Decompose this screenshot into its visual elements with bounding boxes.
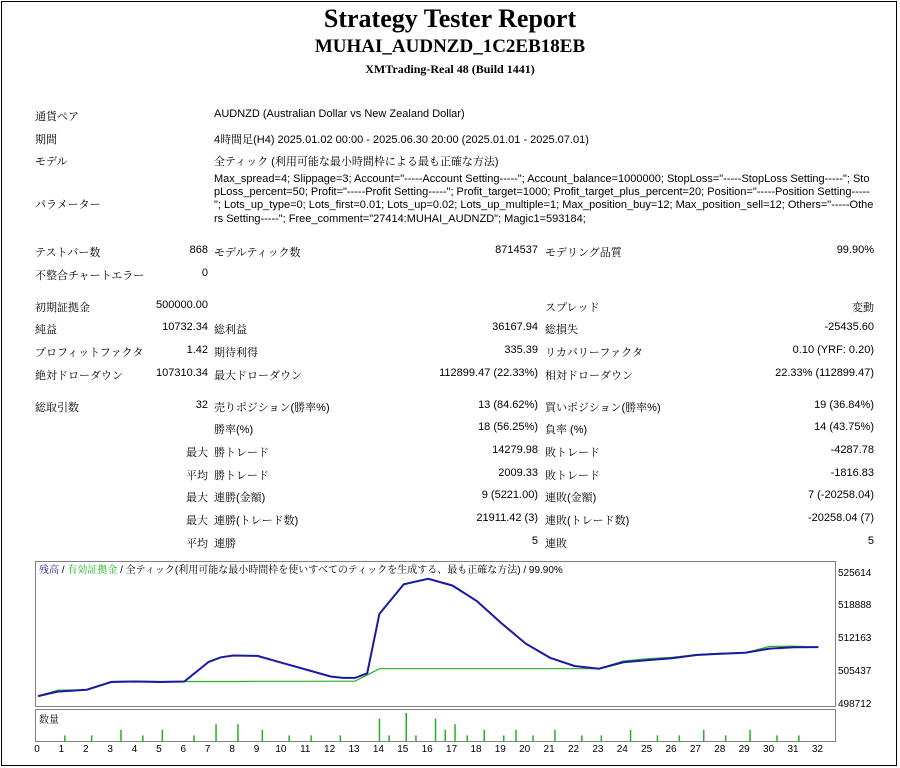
avg-consec-losses-label: 連敗 — [545, 538, 567, 550]
pf-label: プロフィットファクタ — [35, 347, 144, 359]
x-tick-label: 17 — [446, 744, 458, 755]
max-consec-profit-value: 21911.42 (3) — [476, 512, 538, 524]
report-subtitle: MUHAI_AUDNZD_1C2EB18EB — [314, 36, 586, 57]
max-word: 最大 — [186, 447, 208, 459]
x-tick-label: 21 — [543, 744, 555, 755]
y-tick-label: 505437 — [838, 666, 872, 677]
volume-bar — [703, 730, 705, 741]
short-positions-value: 13 (84.62%) — [478, 399, 538, 411]
model-label: モデル — [35, 156, 68, 168]
pair-value: AUDNZD (Australian Dollar vs New Zealand Dollar) — [214, 108, 465, 120]
volume-bar — [581, 735, 583, 741]
ticks-label: モデルティック数 — [214, 247, 301, 259]
volume-bar — [310, 735, 312, 741]
volume-bar — [406, 713, 408, 741]
x-tick-label: 29 — [738, 744, 750, 755]
win-rate-label: 勝率(%) — [214, 424, 254, 436]
rel-dd-label: 相対ドローダウン — [545, 370, 633, 382]
max-word: 最大 — [186, 515, 208, 527]
volume-bar — [484, 730, 486, 741]
avg-win-value: 2009.33 — [498, 467, 538, 479]
volume-bar — [657, 735, 659, 741]
x-tick-label: 10 — [275, 744, 287, 755]
x-tick-label: 0 — [34, 744, 40, 755]
x-tick-label: 22 — [567, 744, 580, 755]
balance-chart — [35, 561, 836, 707]
x-tick-label: 3 — [107, 744, 113, 755]
largest-loss-label: 敗トレード — [545, 447, 600, 459]
x-tick-label: 4 — [131, 744, 138, 755]
volume-bar — [798, 735, 800, 741]
short-positions-label: 売りポジション(勝率%) — [214, 402, 330, 414]
x-tick-label: 15 — [397, 744, 409, 755]
volume-bar — [64, 735, 66, 741]
max-consec-profit-label: 連勝(トレード数) — [214, 515, 299, 527]
volume-bar — [415, 735, 417, 741]
legend-model: 全ティック(利用可能な最小時間枠を使いすべてのティックを生成する、最も正確な方法) — [125, 565, 521, 576]
volume-bar — [554, 730, 556, 741]
x-tick-label: 16 — [421, 744, 433, 755]
x-tick-label: 8 — [229, 744, 235, 755]
avg-word: 平均 — [186, 538, 208, 550]
server-build: XMTrading-Real 48 (Build 1441) — [365, 62, 535, 76]
volume-bar — [435, 719, 437, 741]
pair-label: 通貨ペア — [35, 111, 79, 123]
x-tick-label: 32 — [811, 744, 823, 755]
max-consec-wins-label: 連勝(金額) — [214, 492, 266, 504]
loss-rate-label: 負率 (%) — [545, 424, 588, 436]
bars-value: 868 — [189, 244, 208, 256]
legend-sep: / — [117, 565, 126, 576]
y-tick-label: 512163 — [838, 633, 872, 644]
volume-bar — [679, 735, 681, 741]
x-tick-label: 13 — [348, 744, 360, 755]
quality-label: モデリング品質 — [545, 247, 622, 259]
x-tick-label: 25 — [641, 744, 653, 755]
model-value: 全ティック (利用可能な最小時間枠による最も正確な方法) — [214, 156, 499, 168]
win-rate-value: 18 (56.25%) — [478, 421, 538, 433]
volume-bar — [262, 730, 264, 741]
x-tick-label: 26 — [665, 744, 677, 755]
balance-line — [38, 646, 818, 696]
net-value: 10732.34 — [162, 321, 208, 333]
volume-bar — [454, 724, 456, 741]
volume-label: 数量 — [39, 715, 59, 726]
spread-value: 変動 — [852, 302, 874, 314]
pf-value: 1.42 — [186, 344, 208, 356]
volume-bar — [162, 730, 164, 741]
x-tick-label: 31 — [787, 744, 799, 755]
gross-loss-label: 総損失 — [545, 324, 578, 336]
gross-profit-label: 総利益 — [214, 324, 247, 336]
volume-bar — [388, 735, 390, 741]
x-tick-label: 30 — [763, 744, 775, 755]
volume-bar — [776, 735, 778, 741]
x-tick-label: 7 — [204, 744, 211, 755]
rel-dd-value: 22.33% (112899.47) — [775, 367, 874, 379]
legend-quality: / 99.90% — [520, 565, 563, 576]
x-tick-label: 2 — [83, 744, 89, 755]
volume-chart-plot — [36, 710, 835, 741]
mismatch-label: 不整合チャートエラー — [35, 270, 145, 282]
x-tick-label: 27 — [689, 744, 701, 755]
x-tick-label: 20 — [519, 744, 531, 755]
volume-bar — [532, 735, 534, 741]
volume-bar — [193, 735, 195, 741]
avg-word: 平均 — [186, 470, 208, 482]
x-tick-label: 18 — [470, 744, 482, 755]
legend-balance: 残高 — [39, 565, 59, 576]
mismatch-value: 0 — [201, 267, 208, 279]
long-positions-value: 19 (36.84%) — [814, 399, 874, 411]
x-tick-label: 5 — [156, 744, 162, 755]
recovery-value: 0.10 (YRF: 0.20) — [792, 344, 874, 356]
x-tick-label: 12 — [324, 744, 336, 755]
y-tick-label: 498712 — [838, 699, 872, 710]
spread-label: スプレッド — [545, 302, 600, 314]
avg-consec-wins-value: 5 — [531, 535, 538, 547]
bars-label: テストバー数 — [35, 247, 101, 259]
volume-bar — [515, 730, 517, 741]
deposit-label: 初期証拠金 — [35, 302, 90, 314]
x-tick-label: 1 — [58, 744, 65, 755]
volume-bar — [215, 724, 217, 741]
loss-rate-value: 14 (43.75%) — [814, 421, 874, 433]
ticks-value: 8714537 — [495, 244, 538, 256]
avg-win-label: 勝トレード — [214, 470, 269, 482]
abs-dd-label: 絶対ドローダウン — [35, 370, 123, 382]
max-consec-loss-value: -20258.04 (7) — [807, 512, 874, 524]
largest-win-label: 勝トレード — [214, 447, 269, 459]
volume-bar — [237, 724, 239, 741]
chart-legend — [39, 561, 563, 576]
volume-bar — [630, 730, 632, 741]
x-tick-label: 28 — [714, 744, 726, 755]
y-tick-label: 518888 — [838, 600, 872, 611]
total-trades-label: 総取引数 — [35, 402, 79, 414]
gross-loss-value: -25435.60 — [824, 321, 874, 333]
period-label: 期間 — [35, 134, 57, 146]
x-tick-label: 23 — [592, 744, 604, 755]
volume-bar — [91, 735, 93, 741]
x-tick-label: 19 — [494, 744, 506, 755]
max-word: 最大 — [186, 492, 208, 504]
volume-bar — [725, 735, 727, 741]
gross-profit-value: 36167.94 — [492, 321, 538, 333]
y-tick-label: 525614 — [838, 568, 872, 579]
max-dd-value: 112899.47 (22.33%) — [439, 367, 538, 379]
volume-bar — [749, 730, 751, 741]
long-positions-label: 買いポジション(勝率%) — [545, 402, 661, 414]
volume-bar — [503, 735, 505, 741]
params-value: Max_spread=4; Slippage=3; Account="-----Account Setting-----"; Account_balance=1000000; StopLoss="-----StopLoss Setting-----"; StopLoss_percent=50; Profit="-----Profit Setting-----"; Profit_target=1000; Profit_target_plus_percent=20; Position="-----Position Setting-----"; Lots_up_type=0; Lots_first=0.01; Lots_up=0.02; Lots_up_multiple=1; Max_position_buy=12; Max_position_sell=12; Others="-----Others Setting-----"; Free_comment="27414:MUHAI_AUDNZD"; Magic1=593184; — [214, 173, 874, 225]
largest-win-value: 14279.98 — [492, 444, 538, 456]
volume-bar — [142, 735, 144, 741]
balance-chart-plot — [36, 562, 835, 706]
params-label: パラメーター — [35, 199, 101, 211]
legend-sep: / — [59, 565, 68, 576]
deposit-value: 500000.00 — [156, 299, 208, 311]
payoff-label: 期待利得 — [214, 347, 258, 359]
recovery-label: リカバリーファクタ — [545, 347, 643, 359]
max-consec-losses-value: 7 (-20258.04) — [807, 489, 874, 501]
max-consec-wins-value: 9 (5221.00) — [481, 489, 538, 501]
abs-dd-value: 107310.34 — [156, 367, 208, 379]
equity-line — [38, 579, 818, 696]
volume-chart — [35, 709, 836, 742]
max-dd-label: 最大ドローダウン — [214, 370, 302, 382]
max-consec-loss-label: 連敗(トレード数) — [545, 515, 630, 527]
payoff-value: 335.39 — [504, 344, 538, 356]
x-tick-label: 11 — [300, 744, 311, 755]
x-tick-label: 9 — [253, 744, 260, 755]
net-label: 純益 — [35, 324, 57, 336]
avg-consec-losses-value: 5 — [867, 535, 874, 547]
volume-bar — [467, 735, 469, 741]
volume-bar — [445, 730, 447, 741]
volume-bar — [379, 719, 381, 741]
volume-bar — [340, 735, 342, 741]
largest-loss-value: -4287.78 — [830, 444, 874, 456]
max-consec-losses-label: 連敗(金額) — [545, 492, 597, 504]
volume-bar — [288, 735, 290, 741]
x-tick-label: 14 — [372, 744, 384, 755]
avg-loss-value: -1816.83 — [830, 467, 874, 479]
x-tick-label: 6 — [180, 744, 187, 755]
total-trades-value: 32 — [195, 399, 208, 411]
avg-consec-wins-label: 連勝 — [214, 538, 236, 550]
quality-value: 99.90% — [836, 244, 874, 256]
period-value: 4時間足(H4) 2025.01.02 00:00 - 2025.06.30 20:00 (2025.01.01 - 2025.07.01) — [214, 134, 589, 146]
report-title: Strategy Tester Report — [323, 4, 577, 33]
volume-bar — [120, 730, 122, 741]
x-tick-label: 24 — [616, 744, 628, 755]
avg-loss-label: 敗トレード — [545, 470, 600, 482]
volume-bar — [601, 735, 603, 741]
legend-equity: 有効証拠金 — [67, 565, 118, 576]
